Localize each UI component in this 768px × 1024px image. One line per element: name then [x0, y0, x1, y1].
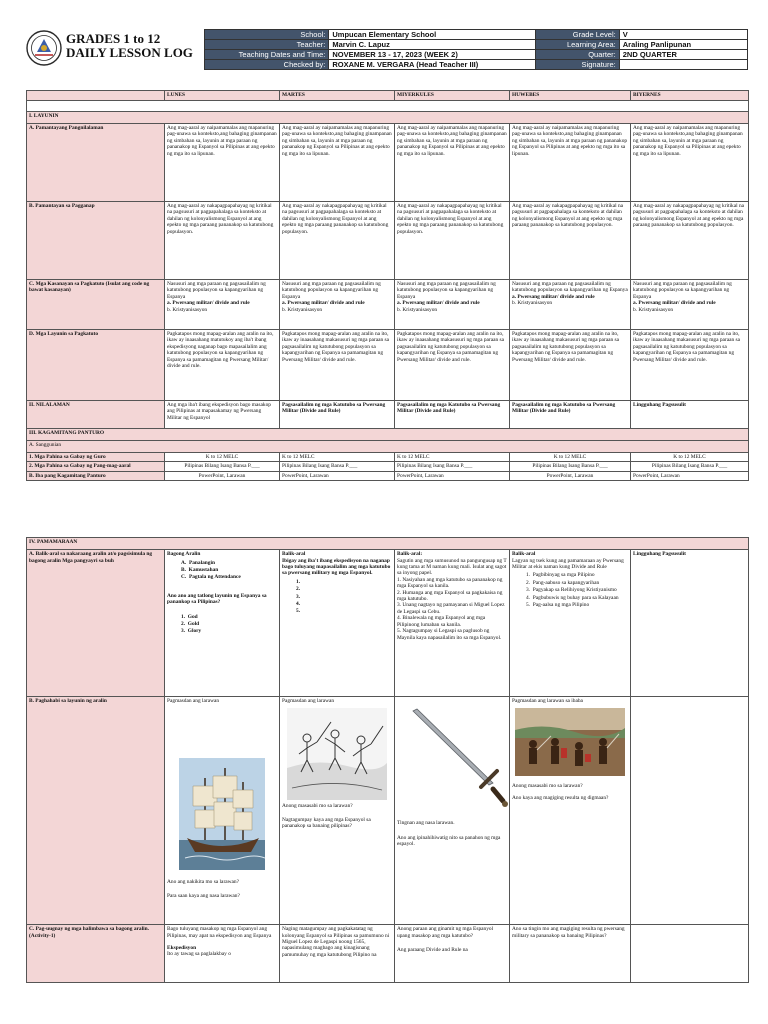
row-label-c: C. Mga Kasanayan sa Pagkatuto (Isulat ang code ng bawat kasanayan) — [27, 280, 165, 330]
cell-d-tue: Pagkatapos mong mapag-aralan ang aralin na ito, ikaw ay inaasahang makasusuri ng mga paraan sa pagsasailalim ng katutubong populasyon sa kapangyarihan ng Espanya sa pamamagitan ng Pwersang Militar/ divide and rule. — [280, 330, 395, 401]
guro-tue: K to 12 MELC — [280, 453, 395, 462]
thu-list-item: 1. Pagbibinyag sa mga Pilipino — [526, 572, 595, 579]
row-iba-pang-kagamitan — [27, 471, 749, 480]
c-wed-text2: Ang paraang Divide and Rule na — [397, 947, 468, 954]
spacer-row — [27, 101, 749, 112]
row-label-d: D. Mga Layunin sa Pagkatuto — [27, 330, 165, 401]
c-text: Nasusuri ang mga paraan ng pagsasailalim ng katutubong populasyon sa kapangyarihan ng Espanya — [512, 281, 628, 294]
c-text: Nasusuri ang mga paraan ng pagsasailalim ng katutubong populasyon sa kapangyarihan ng Espanya — [167, 281, 266, 300]
c-item-a: a. Pwersang militar/ divide and rule — [167, 300, 250, 307]
wed-item: 4. Binalewala ng mga Espanyol ang mga Pilipinong lumaban sa kanila. — [397, 615, 486, 628]
objectives-table — [26, 90, 749, 481]
title-line-1: GRADES 1 to 12 — [66, 31, 161, 46]
mon-q-list — [167, 614, 277, 635]
b-tue-q2: Nagtagumpay kaya ang mga Espanyol sa pananakop sa banaing pilipinas? — [282, 817, 371, 830]
area-label: Learning Area: — [536, 40, 620, 50]
mon-question: Ano ano ang tatlong layunin ng Espanya sa panankop sa Pilipinas? — [167, 592, 267, 606]
thu-head: Balik-aral — [512, 551, 536, 558]
cell-b-mon: Ang mag-aaral ay nakapagpapahayag ng kritikal na pagsusuri at pagpapahalaga sa konteksto at dahilan ng kolonyalismong Espanyol at ang epekto ng mga paraang pananakop sa katutubong populasyon. — [165, 202, 280, 280]
mon-list-item: A. Panalangin — [181, 559, 216, 566]
guro-fri: K to 12 MELC — [631, 453, 749, 462]
cell-nil-thu: Pagsasailalim ng mga Katutubo sa Pwersang Militar (Divide and Rule) — [510, 401, 631, 429]
wed-item: 5. Nagtagumpay si Legaspi sa paglusob ng Maynila kaya napasailalim ito sa mga Espanyol. — [397, 628, 502, 641]
row-kasanayan — [27, 280, 749, 330]
lesson-log-sheet — [26, 28, 748, 983]
corner-cell — [27, 91, 165, 101]
cell-c-fri — [631, 280, 749, 330]
thu-list-item: 2. Pang-aabuso sa kapangyarihan — [526, 579, 600, 586]
cell-c-tue — [280, 280, 395, 330]
tue-num: 3. — [296, 593, 301, 600]
battle-sketch-image — [287, 708, 387, 800]
proc-label-c: C. Pag-uugnay ng mga halimbawa sa bagong aralin. (Activity-1) — [27, 925, 165, 983]
cell-nil-fri: Lingguhang Pagsusulit — [631, 401, 749, 429]
c-item-b: b. Kristyanisasyon — [167, 306, 208, 313]
galleon-ship-image — [179, 758, 265, 870]
title-line-2: DAILY LESSON LOG — [66, 45, 193, 60]
proc-a-mon — [165, 550, 280, 697]
b-mon-top: Pagmasdan ang larawan — [167, 698, 220, 705]
cell-b-wed: Ang mag-aaral ay nakapagpapahayag ng kritikal na pagsusuri at pagpapahalaga sa konteksto at dahilan ng kolonyalismong Espanyol at ang epekto ng mga paraang pananakop sa katutubong populasyon. — [395, 202, 510, 280]
lm-label: 2. Mga Pahina sa Gabay ng Pang-mag-aaral — [27, 462, 165, 471]
proc-a-fri: Lingguhang Pagsusulit — [631, 550, 749, 697]
section-kagamitan: III. KAGAMITANG PANTURO — [27, 429, 749, 441]
iba-tue: PowerPoint, Larawan — [280, 471, 395, 480]
row-pag-uugnay — [27, 925, 749, 983]
iba-mon: PowerPoint, Larawan — [165, 471, 280, 480]
c-item-a: a. Pwersang militar/ divide and rule — [397, 300, 480, 307]
c-item-b: b. Kristyanisasyon — [397, 306, 438, 313]
b-thu-top: Pagmasdan ang larawan sa ibaba — [512, 698, 583, 705]
mon-list-item: C. Pagtala ng Attendance — [181, 574, 241, 581]
cell-b-tue: Ang mag-aaral ay nakapagpapahayag ng kritikal na pagsusuri at pagpapahalaga sa konteksto at dahilan ng kolonyalismong Espanyol at ang epekto ng mga paraang pananakop sa katutubong populasyon. — [280, 202, 395, 280]
row-balik-aral — [27, 550, 749, 697]
c-text: Nasusuri ang mga paraan ng pagsasailalim ng katutubong populasyon sa kapangyarihan ng Espanya — [397, 281, 496, 300]
day-wednesday: MIYERKULES — [395, 91, 510, 101]
thu-question: Lagyan ng tsek kung ang pamamaraan ay Pwersang Militar at ekis naman kung Divide and Rule — [512, 557, 624, 571]
header — [26, 28, 748, 90]
c-mon-head: Ekspedisyon — [167, 945, 197, 952]
cell-d-fri: Pagkatapos mong mapag-aralan ang aralin na ito, ikaw ay inaasahang makasusuri ng mga paraan sa pagsasailalim ng katutubong populasyon sa kapangyarihan ng Espanya sa pamamagitan ng Pwersang Militar/ divide and rule. — [631, 330, 749, 401]
proc-c-wed — [395, 925, 510, 983]
dates-label: Teaching Dates and Time: — [205, 50, 329, 60]
cell-d-thu: Pagkatapos mong mapag-aralan ang aralin na ito, ikaw ay inaasahang makasusuri ng mga paraan sa pagsasailalim ng katutubong populasyon sa kapangyarihan ng Espanya sa pamamagitan ng Pwersang Militar/ divide and rule. — [510, 330, 631, 401]
deped-seal-icon — [26, 30, 62, 66]
wed-item: 3. Unang nagtayo ng pamayanan si Miguel Lopez de Legaspi sa Cebu. — [397, 602, 505, 615]
cell-nil-tue: Pagsasailalim ng mga Katutubo sa Pwersang Militar (Divide and Rule) — [280, 401, 395, 429]
row-gabay-mag-aaral — [27, 462, 749, 471]
wed-item: 2. Humanga ang mga Espanyol sa pagkakaisa ng mga katutubo. — [397, 589, 503, 603]
cell-nil-wed: Pagsasailalim ng mga Katutubo sa Pwersang Militar (Divide and Rule) — [395, 401, 510, 429]
lm-wed: Pilipinas Bilang Isang Bansa P.___ — [395, 462, 510, 471]
row-label-b: B. Pamantayan sa Pagganap — [27, 202, 165, 280]
area-value: Araling Panlipunan — [619, 40, 747, 50]
school-value: Umpucan Elementary School — [329, 30, 536, 40]
procedure-table — [26, 537, 749, 983]
c-item-b: b. Kristyanisasyon — [282, 306, 323, 313]
cell-d-mon: Pagkatapos mong mapag-aralan ang aralin na ito, ikaw ay inaasahang matutukoy ang iba't ibang ekspedisyong naganap bago mapasailalim ang katutubong populasyon sa kapangyarihan ng Espanya sa pamamagitan ng Pwersang Militar/ divide and rule. — [165, 330, 280, 401]
iba-wed: PowerPoint, Larawan — [395, 471, 510, 480]
day-thursday: HUWEBES — [510, 91, 631, 101]
tue-question: Ibigay ang iba't ibang ekspedisyon na naganap bago tuluyang mapasailalim ang mga katutubo sa pwersang military ng mga Espanyol. — [282, 557, 391, 577]
row-pamantayan-sa-pagganap — [27, 202, 749, 280]
day-tuesday: MARTES — [280, 91, 395, 101]
cell-d-wed: Pagkatapos mong mapag-aralan ang aralin na ito, ikaw ay inaasahang makasusuri ng mga paraan sa pagsasailalim ng katutubong populasyon sa kapangyarihan ng Espanya sa pamamagitan ng Pwersang Militar/ divide and rule. — [395, 330, 510, 401]
proc-b-mon — [165, 697, 280, 925]
mon-list — [167, 560, 277, 581]
cell-a-thu: Ang mag-aaral ay naipamamalas ang mapanuring pag-unawa sa konteksto,ang bahaging ginampanan ng simbahan sa, layunin at mga paraan ng pananakop ng Espanyol sa Pilipinas at ang epekto ng mga ito sa lipunan. — [510, 124, 631, 202]
c-mon-more: Ito ay tawag sa paglalakbay o — [167, 951, 231, 958]
lm-thu: Pilipinas Bilang Isang Bansa P.___ — [510, 462, 631, 471]
dates-value: NOVEMBER 13 - 17, 2023 (WEEK 2) — [329, 50, 536, 60]
c-item-a: a. Pwersang militar/ divide and rule — [512, 293, 595, 300]
section-nilalaman: II. NILALAMAN — [27, 401, 165, 429]
proc-c-fri — [631, 925, 749, 983]
sword-image — [397, 701, 509, 811]
proc-a-wed — [395, 550, 510, 697]
c-mon-text: Bago tuluyang masakop ng mga Espanyol ang Pilipinas, may apat na ekspedisyon ang Espanya — [167, 926, 272, 939]
tue-num: 2. — [296, 586, 301, 593]
c-text: Nasusuri ang mga paraan ng pagsasailalim ng katutubong populasyon sa kapangyarihan ng Espanya — [282, 281, 381, 300]
proc-a-tue — [280, 550, 395, 697]
teacher-value: Marvin C. Lapuz — [329, 40, 536, 50]
tue-head: Balik-aral — [282, 551, 306, 558]
wed-head: Balik-aral: — [397, 551, 423, 558]
tue-num: 5. — [296, 608, 301, 615]
grade-label: Grade Level: — [536, 30, 620, 40]
tue-num: 1. — [296, 578, 301, 585]
school-label: School: — [205, 30, 329, 40]
c-item-b: b. Kristyanisasyon — [512, 300, 553, 307]
thu-list-item: 5. Pag-aalsa ng mga Pilipino — [526, 602, 590, 609]
checked-value: ROXANE M. VERGARA (Head Teacher III) — [329, 60, 536, 70]
proc-label-a: A. Balik-aral sa nakaraang aralin at/o pagsisimula ng bagong aralin Mga pangyayri sa buh — [27, 550, 165, 697]
lm-mon: Pilipinas Bilang Isang Bansa P.___ — [165, 462, 280, 471]
cell-c-mon — [165, 280, 280, 330]
battle-painting-image — [515, 708, 625, 776]
thu-list-item: 3. Pagyakap sa Relihiyong Kristiyanismo — [526, 587, 617, 594]
c-item-a: a. Pwersang militar/ divide and rule — [633, 300, 716, 307]
proc-a-thu — [510, 550, 631, 697]
b-wed-q2: Ano ang ipinahihiwatig nito sa panahon ng mga espayol. — [397, 834, 501, 848]
c-wed-text: Anong paraan ang ginamit ng mga Espanyol upang masakop ang mga katutubo? — [397, 926, 494, 939]
row-layunin-sa-pagkatuto — [27, 330, 749, 401]
mon-q-item: 2. Gold — [181, 621, 200, 628]
b-mon-q1: Ano ang nakikita mo sa larawan? — [167, 878, 239, 885]
wed-item: 1. Nasiyahan ang mga katutubo sa pananakop ng mga Espanyol sa kanila. — [397, 576, 503, 590]
cell-c-thu — [510, 280, 631, 330]
c-item-a: a. Pwersang militar/ divide and rule — [282, 300, 365, 307]
cell-a-tue: Ang mag-aaral ay naipamamalas ang mapanuring pag-unawa sa konteksto,ang bahaging ginampanan ng simbahan sa, layunin at mga paraan ng pananakop ng Espanyol sa Pilipinas at ang epekto ng mga ito sa lipunan. — [280, 124, 395, 202]
iba-label: B. Iba pang Kagamitang Panturo — [27, 471, 165, 480]
mon-list-item: B. Kamustahan — [181, 567, 219, 574]
lm-fri: Pilipinas Bilang Isang Bansa P.___ — [631, 462, 749, 471]
cell-b-thu: Ang mag-aaral ay nakapagpapahayag ng kritikal na pagsusuri at pagpapahalaga sa konteksto at dahilan ng kolonyalismong Espanyol at ang epekto ng mga paraang pananakop sa katutubong populasyon. — [510, 202, 631, 280]
b-thu-q1: Anong masasabi mo sa larawan? — [512, 782, 583, 789]
b-mon-q2: Para saan kaya ang nasa larawan? — [167, 893, 240, 900]
proc-b-tue — [280, 697, 395, 925]
wed-intro: Sagutin ang mga sumusunod na pangungusap ng T kung tama at M naman kung mali. Isulat ang sagot sa inyong papel. — [397, 557, 507, 577]
quarter-value: 2ND QUARTER — [619, 50, 747, 60]
day-monday: LUNES — [165, 91, 280, 101]
tue-num-list — [282, 579, 392, 615]
guro-label: 1. Mga Pahina sa Gabay ng Guro — [27, 453, 165, 462]
section-pamamaraan: IV. PAMAMARAAN — [27, 538, 749, 550]
row-label-a: A. Pamantayang Pangnilalaman — [27, 124, 165, 202]
guro-wed: K to 12 MELC — [395, 453, 510, 462]
log-title — [66, 32, 193, 60]
b-tue-top: Pagmasdan ang larawan — [282, 698, 335, 705]
b-tue-q1: Anong masasabi mo sa larawan? — [282, 802, 353, 809]
cell-nil-mon: Ang mga iba't ibang ekspedisyon bago masakop ang Pilipinas at mapasakamay ng Pwersang Militar ng Espanyol — [165, 401, 280, 429]
day-friday: BIYERNES — [631, 91, 749, 101]
proc-b-wed — [395, 697, 510, 925]
proc-b-thu — [510, 697, 631, 925]
tue-num: 4. — [296, 601, 301, 608]
mon-q-item: 3. Glory — [181, 628, 202, 635]
teacher-label: Teacher: — [205, 40, 329, 50]
thu-list — [512, 572, 628, 608]
proc-c-thu: Ano sa tingin mo ang magiging resulta ng pwersang military sa pananakop sa banaing Pilipinas? — [510, 925, 631, 983]
info-table — [204, 29, 748, 70]
row-pamantayang-pangnilalaman — [27, 124, 749, 202]
iba-thu: PowerPoint, Larawan — [510, 471, 631, 480]
section-layunin: I. LAYUNIN — [27, 112, 749, 124]
c-text: Nasusuri ang mga paraan ng pagsasailalim ng katutubong populasyon sa kapangyarihan ng Espanya — [633, 281, 732, 300]
mon-q-item: 1. God — [181, 613, 198, 620]
c-item-b: b. Kristyanisasyon — [633, 306, 674, 313]
cell-c-wed — [395, 280, 510, 330]
b-thu-q2: Ano kaya ang magiging resulta ng digmaan? — [512, 795, 609, 802]
cell-a-wed: Ang mag-aaral ay naipamamalas ang mapanuring pag-unawa sa konteksto,ang bahaging ginampanan ng simbahan sa, layunin at mga paraan ng pananakop ng Espanyol sa Pilipinas at ang epekto ng mga ito sa lipunan. — [395, 124, 510, 202]
row-paghahabi — [27, 697, 749, 925]
b-wed-q1: Tingnan ang nasa larawan. — [397, 820, 455, 827]
thu-list-item: 4. Pagbubuwis ng buhay para sa Kalayaan — [526, 594, 619, 601]
lm-tue: Pilipinas Bilang Isang Bansa P.___ — [280, 462, 395, 471]
quarter-label: Quarter: — [536, 50, 620, 60]
row-nilalaman — [27, 401, 749, 429]
cell-a-fri: Ang mag-aaral ay naipamamalas ang mapanuring pag-unawa sa konteksto,ang bahaging ginampanan ng simbahan sa, layunin at mga paraan ng pananakop ng Espanyol sa Pilipinas at ang epekto ng mga ito sa lipunan. — [631, 124, 749, 202]
sanggunian-label: A. Sanggunian — [27, 441, 749, 453]
proc-c-tue: Naging matagumpay ang pagkakatatag ng kolonyang Espanyol sa Pilipinas sa pamumuno ni Miguel Lopez de Legaspi noong 1565, napasimulang magbago ang kinagisnang pamumuhay ng mga katutubong Pilipino na — [280, 925, 395, 983]
mon-head: Bagong Aralin — [167, 551, 201, 558]
cell-b-fri: Ang mag-aaral ay nakapagpapahayag ng kritikal na pagsusuri at pagpapahalaga sa konteksto at dahilan ng kolonyalismong Espanyol at ang epekto ng mga paraang pananakop sa katutubong populasyon. — [631, 202, 749, 280]
iba-fri: PowerPoint, Larawan — [631, 471, 749, 480]
proc-b-fri — [631, 697, 749, 925]
cell-a-mon: Ang mag-aaral ay naipamamalas ang mapanuring pag-unawa sa konteksto,ang bahaging ginampanan ng simbahan sa, layunin at mga paraan ng pananakop ng Espanyol sa Pilipinas at ang epekto ng mga ito sa lipunan. — [165, 124, 280, 202]
grade-value: V — [619, 30, 747, 40]
signature-value — [619, 60, 747, 70]
proc-label-b: B. Paghahabi sa layunin ng aralin — [27, 697, 165, 925]
row-gabay-guro — [27, 453, 749, 462]
proc-c-mon — [165, 925, 280, 983]
signature-label: Signature: — [536, 60, 620, 70]
guro-thu: K to 12 MELC — [510, 453, 631, 462]
guro-mon: K to 12 MELC — [165, 453, 280, 462]
checked-label: Checked by: — [205, 60, 329, 70]
